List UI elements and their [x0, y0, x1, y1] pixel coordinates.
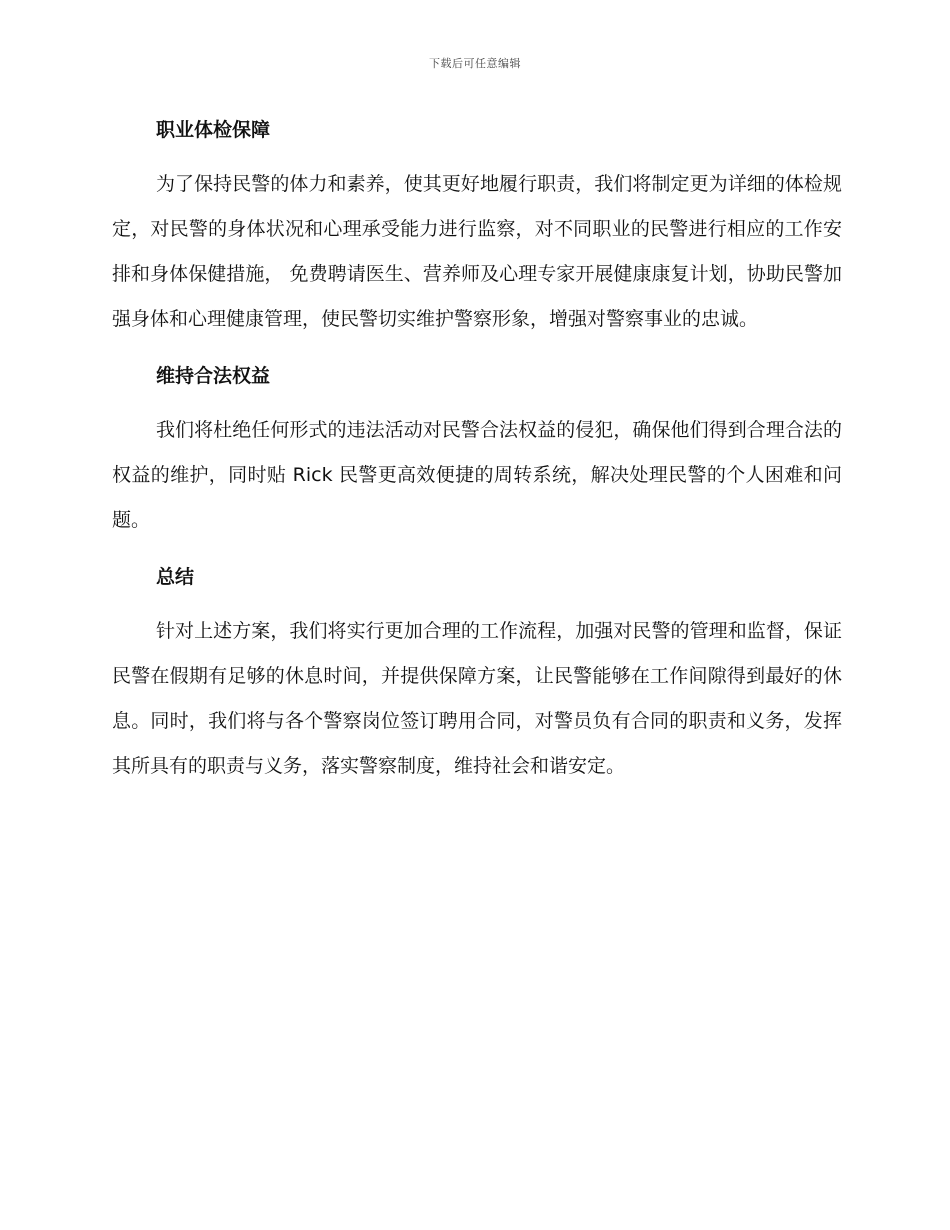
section-paragraph-legal-rights: 我们将杜绝任何形式的违法活动对民警合法权益的侵犯，确保他们得到合理合法的权益的维护，同时贴 Rick 民警更高效便捷的周转系统，解决处理民警的个人困难和问题。	[112, 419, 842, 531]
section-heading-physical-exam: 职业体检保障	[156, 119, 271, 141]
document-body	[112, 110, 842, 789]
page-header: 下载后可任意编辑	[429, 57, 521, 70]
section-heading-legal-rights: 维持合法权益	[156, 365, 271, 387]
section-paragraph-physical-exam: 为了保持民警的体力和素养，使其更好地履行职责，我们将制定更为详细的体检规定，对民警的身体状况和心理承受能力进行监察，对不同职业的民警进行相应的工作安排和身体保健措施， 免费聘请医生、营养师及心理专家开展健康康复计划，协助民警加强身体和心理健康管理，使民警切实维护警察形象，增强对警察事业的忠诚。	[112, 173, 842, 330]
section-paragraph-summary: 针对上述方案，我们将实行更加合理的工作流程，加强对民警的管理和监督，保证民警在假期有足够的休息时间，并提供保障方案，让民警能够在工作间隙得到最好的休息。同时，我们将与各个警察岗位签订聘用合同，对警员负有合同的职责和义务，发挥其所具有的职责与义务，落实警察制度，维持社会和谐安定。	[112, 620, 842, 777]
section-heading-summary: 总结	[156, 566, 195, 588]
